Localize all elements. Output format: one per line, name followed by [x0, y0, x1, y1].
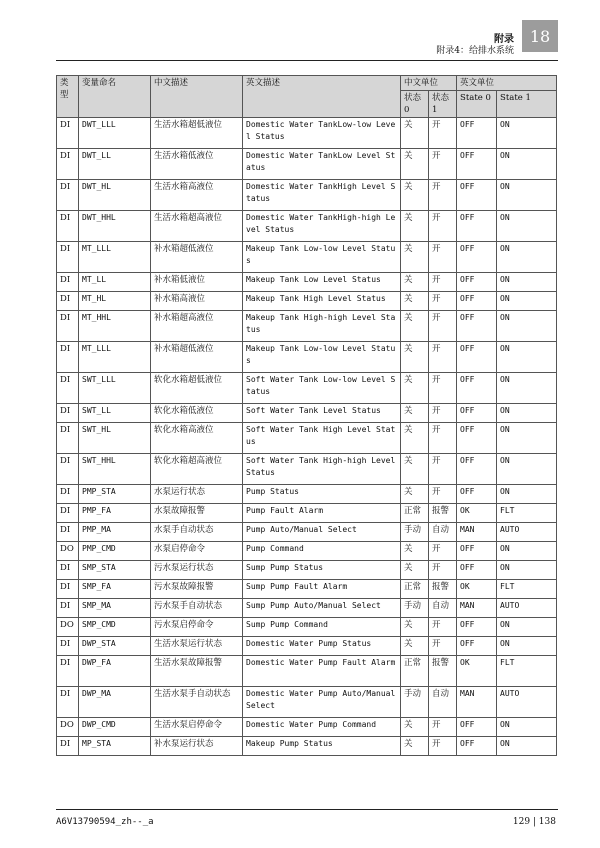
cell-english-description: Makeup Tank High-high Level Status — [243, 311, 401, 342]
cell-english-description: Sump Pump Command — [243, 618, 401, 637]
cell-type: DI — [57, 423, 79, 454]
table-row — [57, 404, 557, 423]
cell-english-description: Domestic Water TankHigh Level Status — [243, 180, 401, 211]
cell-cn-state1: 开 — [429, 273, 457, 292]
cell-english-description: Soft Water Tank Low-low Level Status — [243, 373, 401, 404]
cell-variable-name: MT_LL — [79, 273, 151, 292]
cell-type: DI — [57, 561, 79, 580]
cell-english-description: Domestic Water Pump Auto/Manual Select — [243, 687, 401, 718]
variable-table — [56, 75, 557, 756]
cell-variable-name: MT_LLL — [79, 342, 151, 373]
cell-en-state0: MAN — [457, 599, 497, 618]
table-row — [57, 504, 557, 523]
cell-en-state1: ON — [497, 618, 557, 637]
cell-type: DI — [57, 373, 79, 404]
cell-variable-name: DWT_HHL — [79, 211, 151, 242]
cell-cn-state0: 关 — [401, 149, 429, 180]
cell-cn-state1: 开 — [429, 618, 457, 637]
cell-en-state1: AUTO — [497, 523, 557, 542]
cell-chinese-description: 污水泵手自动状态 — [151, 599, 243, 618]
cell-en-state1: ON — [497, 373, 557, 404]
header-section-title: 附录 — [494, 34, 514, 45]
cell-en-state1: FLT — [497, 504, 557, 523]
cell-variable-name: SWT_HHL — [79, 454, 151, 485]
cell-variable-name: DWP_CMD — [79, 718, 151, 737]
cell-en-state1: ON — [497, 454, 557, 485]
page-number: 129 | 138 — [512, 817, 556, 827]
header-en-state1: State 1 — [497, 91, 557, 118]
table-row — [57, 342, 557, 373]
table-row — [57, 618, 557, 637]
table-row — [57, 718, 557, 737]
cell-en-state1: ON — [497, 485, 557, 504]
cell-en-state0: OFF — [457, 342, 497, 373]
cell-variable-name: SMP_MA — [79, 599, 151, 618]
table-row — [57, 687, 557, 718]
cell-english-description: Pump Command — [243, 542, 401, 561]
cell-cn-state0: 关 — [401, 292, 429, 311]
cell-en-state1: ON — [497, 292, 557, 311]
table-row — [57, 373, 557, 404]
cell-en-state1: ON — [497, 180, 557, 211]
cell-variable-name: MP_STA — [79, 737, 151, 756]
cell-cn-state0: 关 — [401, 342, 429, 373]
cell-english-description: Domestic Water Pump Fault Alarm — [243, 656, 401, 687]
cell-chinese-description: 补水箱低液位 — [151, 273, 243, 292]
cell-en-state1: ON — [497, 311, 557, 342]
header-chinese-description: 中文描述 — [151, 76, 243, 118]
cell-english-description: Sump Pump Status — [243, 561, 401, 580]
cell-en-state1: FLT — [497, 656, 557, 687]
cell-chinese-description: 生活水泵故障报警 — [151, 656, 243, 687]
cell-english-description: Pump Status — [243, 485, 401, 504]
footer-divider — [56, 809, 558, 810]
cell-en-state1: ON — [497, 637, 557, 656]
cell-type: DI — [57, 180, 79, 211]
table-row — [57, 211, 557, 242]
cell-cn-state1: 开 — [429, 737, 457, 756]
cell-variable-name: MT_HHL — [79, 311, 151, 342]
cell-type: DI — [57, 211, 79, 242]
cell-chinese-description: 生活水箱低液位 — [151, 149, 243, 180]
table-row — [57, 656, 557, 687]
cell-chinese-description: 软化水箱低液位 — [151, 404, 243, 423]
cell-chinese-description: 补水箱超高液位 — [151, 311, 243, 342]
cell-en-state1: ON — [497, 423, 557, 454]
cell-en-state1: ON — [497, 118, 557, 149]
cell-type: DI — [57, 687, 79, 718]
cell-type: DI — [57, 404, 79, 423]
cell-type: DI — [57, 149, 79, 180]
header-en-state0: State 0 — [457, 91, 497, 118]
cell-chinese-description: 软化水箱超高液位 — [151, 454, 243, 485]
cell-variable-name: DWT_HL — [79, 180, 151, 211]
cell-cn-state1: 开 — [429, 542, 457, 561]
cell-chinese-description: 补水箱超低液位 — [151, 342, 243, 373]
cell-en-state0: OFF — [457, 273, 497, 292]
cell-en-state0: OFF — [457, 637, 497, 656]
cell-chinese-description: 生活水箱超高液位 — [151, 211, 243, 242]
cell-cn-state1: 开 — [429, 342, 457, 373]
header-divider — [56, 60, 558, 61]
cell-chinese-description: 污水泵故障报警 — [151, 580, 243, 599]
cell-type: DI — [57, 637, 79, 656]
header-english-unit: 英文单位 — [457, 76, 557, 91]
cell-type: DI — [57, 292, 79, 311]
cell-chinese-description: 软化水箱超低液位 — [151, 373, 243, 404]
header-type: 类型 — [57, 76, 79, 118]
cell-en-state0: OFF — [457, 373, 497, 404]
cell-chinese-description: 生活水泵启停命令 — [151, 718, 243, 737]
cell-cn-state1: 开 — [429, 485, 457, 504]
cell-english-description: Domestic Water TankLow Level Status — [243, 149, 401, 180]
cell-cn-state1: 报警 — [429, 656, 457, 687]
cell-chinese-description: 生活水泵运行状态 — [151, 637, 243, 656]
cell-variable-name: DWP_FA — [79, 656, 151, 687]
cell-cn-state0: 手动 — [401, 599, 429, 618]
cell-cn-state0: 关 — [401, 242, 429, 273]
cell-variable-name: SMP_STA — [79, 561, 151, 580]
cell-cn-state0: 正常 — [401, 504, 429, 523]
cell-chinese-description: 生活水箱超低液位 — [151, 118, 243, 149]
table-row — [57, 542, 557, 561]
cell-cn-state1: 开 — [429, 637, 457, 656]
cell-chinese-description: 污水泵启停命令 — [151, 618, 243, 637]
cell-variable-name: SMP_CMD — [79, 618, 151, 637]
document-id: A6V13790594_zh--_a — [56, 817, 154, 827]
table-row — [57, 599, 557, 618]
table-row — [57, 637, 557, 656]
table-row — [57, 454, 557, 485]
cell-en-state1: ON — [497, 404, 557, 423]
cell-cn-state1: 开 — [429, 311, 457, 342]
cell-variable-name: PMP_MA — [79, 523, 151, 542]
cell-cn-state1: 开 — [429, 404, 457, 423]
cell-cn-state1: 报警 — [429, 504, 457, 523]
cell-en-state0: OFF — [457, 149, 497, 180]
cell-type: DO — [57, 718, 79, 737]
cell-chinese-description: 水泵运行状态 — [151, 485, 243, 504]
cell-english-description: Domestic Water Pump Status — [243, 637, 401, 656]
cell-en-state0: OFF — [457, 118, 497, 149]
cell-en-state0: OK — [457, 504, 497, 523]
cell-type: DI — [57, 599, 79, 618]
cell-cn-state1: 开 — [429, 149, 457, 180]
cell-chinese-description: 生活水箱高液位 — [151, 180, 243, 211]
cell-type: DI — [57, 242, 79, 273]
cell-chinese-description: 补水箱高液位 — [151, 292, 243, 311]
cell-en-state1: ON — [497, 718, 557, 737]
cell-cn-state1: 自动 — [429, 599, 457, 618]
cell-en-state0: OFF — [457, 485, 497, 504]
header-english-description: 英文描述 — [243, 76, 401, 118]
cell-cn-state1: 开 — [429, 292, 457, 311]
cell-cn-state1: 开 — [429, 718, 457, 737]
cell-cn-state1: 开 — [429, 423, 457, 454]
cell-chinese-description: 水泵故障报警 — [151, 504, 243, 523]
cell-english-description: Sump Pump Auto/Manual Select — [243, 599, 401, 618]
cell-english-description: Domestic Water TankLow-low Level Status — [243, 118, 401, 149]
cell-type: DI — [57, 311, 79, 342]
table-row — [57, 523, 557, 542]
header-chinese-unit: 中文单位 — [401, 76, 457, 91]
cell-cn-state0: 关 — [401, 637, 429, 656]
cell-en-state0: OFF — [457, 454, 497, 485]
cell-english-description: Domestic Water Pump Command — [243, 718, 401, 737]
cell-en-state1: AUTO — [497, 687, 557, 718]
cell-cn-state1: 开 — [429, 561, 457, 580]
cell-variable-name: SWT_LLL — [79, 373, 151, 404]
cell-english-description: Soft Water Tank Level Status — [243, 404, 401, 423]
cell-cn-state0: 手动 — [401, 523, 429, 542]
cell-chinese-description: 软化水箱高液位 — [151, 423, 243, 454]
cell-cn-state1: 开 — [429, 211, 457, 242]
cell-en-state1: ON — [497, 342, 557, 373]
cell-variable-name: PMP_CMD — [79, 542, 151, 561]
cell-en-state0: OFF — [457, 423, 497, 454]
cell-en-state1: FLT — [497, 580, 557, 599]
cell-english-description: Pump Fault Alarm — [243, 504, 401, 523]
table-row — [57, 485, 557, 504]
cell-cn-state0: 关 — [401, 454, 429, 485]
cell-chinese-description: 水泵启停命令 — [151, 542, 243, 561]
header-subtitle: 附录4：给排水系统 — [436, 46, 514, 56]
cell-cn-state0: 手动 — [401, 687, 429, 718]
cell-cn-state1: 自动 — [429, 687, 457, 718]
cell-en-state1: ON — [497, 242, 557, 273]
cell-english-description: Domestic Water TankHigh-high Level Status — [243, 211, 401, 242]
table-row — [57, 242, 557, 273]
cell-type: DO — [57, 542, 79, 561]
cell-type: DI — [57, 342, 79, 373]
table-row — [57, 580, 557, 599]
cell-en-state1: ON — [497, 273, 557, 292]
cell-chinese-description: 污水泵运行状态 — [151, 561, 243, 580]
cell-en-state0: OFF — [457, 242, 497, 273]
cell-en-state1: ON — [497, 211, 557, 242]
cell-english-description: Makeup Pump Status — [243, 737, 401, 756]
cell-variable-name: MT_HL — [79, 292, 151, 311]
table-row — [57, 149, 557, 180]
cell-en-state1: ON — [497, 149, 557, 180]
cell-en-state0: OFF — [457, 542, 497, 561]
cell-en-state0: OFF — [457, 618, 497, 637]
cell-type: DI — [57, 737, 79, 756]
cell-variable-name: DWP_STA — [79, 637, 151, 656]
cell-english-description: Pump Auto/Manual Select — [243, 523, 401, 542]
cell-en-state1: ON — [497, 542, 557, 561]
cell-en-state1: ON — [497, 737, 557, 756]
header-variable-name: 变量命名 — [79, 76, 151, 118]
cell-variable-name: SMP_FA — [79, 580, 151, 599]
cell-cn-state0: 关 — [401, 561, 429, 580]
cell-cn-state1: 开 — [429, 242, 457, 273]
cell-en-state0: OFF — [457, 404, 497, 423]
cell-cn-state0: 关 — [401, 737, 429, 756]
cell-variable-name: DWT_LL — [79, 149, 151, 180]
cell-cn-state1: 开 — [429, 118, 457, 149]
cell-cn-state0: 关 — [401, 485, 429, 504]
cell-type: DI — [57, 656, 79, 687]
table-row — [57, 311, 557, 342]
cell-type: DI — [57, 523, 79, 542]
cell-variable-name: DWP_MA — [79, 687, 151, 718]
cell-type: DO — [57, 618, 79, 637]
cell-english-description: Soft Water Tank High Level Status — [243, 423, 401, 454]
cell-type: DI — [57, 118, 79, 149]
cell-cn-state0: 正常 — [401, 656, 429, 687]
cell-en-state0: OFF — [457, 311, 497, 342]
cell-cn-state0: 关 — [401, 273, 429, 292]
table-row — [57, 423, 557, 454]
cell-variable-name: DWT_LLL — [79, 118, 151, 149]
cell-english-description: Soft Water Tank High-high Level Status — [243, 454, 401, 485]
cell-cn-state0: 关 — [401, 180, 429, 211]
cell-english-description: Sump Pump Fault Alarm — [243, 580, 401, 599]
cell-variable-name: SWT_HL — [79, 423, 151, 454]
cell-cn-state0: 关 — [401, 618, 429, 637]
table-row — [57, 737, 557, 756]
cell-en-state0: OFF — [457, 737, 497, 756]
header-cn-state1: 状态1 — [429, 91, 457, 118]
cell-cn-state0: 关 — [401, 718, 429, 737]
cell-chinese-description: 补水箱超低液位 — [151, 242, 243, 273]
cell-variable-name: PMP_FA — [79, 504, 151, 523]
cell-en-state0: MAN — [457, 687, 497, 718]
cell-cn-state0: 关 — [401, 311, 429, 342]
cell-chinese-description: 生活水泵手自动状态 — [151, 687, 243, 718]
cell-cn-state0: 关 — [401, 373, 429, 404]
cell-en-state0: MAN — [457, 523, 497, 542]
cell-english-description: Makeup Tank Low-low Level Status — [243, 242, 401, 273]
cell-variable-name: MT_LLL — [79, 242, 151, 273]
cell-en-state0: OFF — [457, 718, 497, 737]
cell-en-state0: OFF — [457, 180, 497, 211]
cell-chinese-description: 水泵手自动状态 — [151, 523, 243, 542]
cell-en-state0: OK — [457, 656, 497, 687]
cell-cn-state1: 自动 — [429, 523, 457, 542]
cell-type: DI — [57, 580, 79, 599]
cell-en-state0: OFF — [457, 211, 497, 242]
table-row — [57, 292, 557, 311]
table-row — [57, 273, 557, 292]
cell-cn-state1: 开 — [429, 454, 457, 485]
cell-cn-state1: 开 — [429, 180, 457, 211]
cell-type: DI — [57, 485, 79, 504]
cell-cn-state0: 关 — [401, 404, 429, 423]
table-row — [57, 118, 557, 149]
cell-type: DI — [57, 273, 79, 292]
cell-cn-state0: 关 — [401, 423, 429, 454]
cell-cn-state0: 关 — [401, 211, 429, 242]
cell-en-state1: AUTO — [497, 599, 557, 618]
cell-type: DI — [57, 454, 79, 485]
cell-en-state0: OFF — [457, 561, 497, 580]
cell-en-state0: OFF — [457, 292, 497, 311]
cell-en-state0: OK — [457, 580, 497, 599]
table-row — [57, 561, 557, 580]
cell-cn-state0: 正常 — [401, 580, 429, 599]
cell-cn-state0: 关 — [401, 542, 429, 561]
cell-chinese-description: 补水泵运行状态 — [151, 737, 243, 756]
cell-cn-state1: 报警 — [429, 580, 457, 599]
cell-variable-name: PMP_STA — [79, 485, 151, 504]
cell-variable-name: SWT_LL — [79, 404, 151, 423]
cell-cn-state1: 开 — [429, 373, 457, 404]
chapter-number-badge: 18 — [522, 20, 558, 52]
cell-english-description: Makeup Tank Low-low Level Status — [243, 342, 401, 373]
header-cn-state0: 状态0 — [401, 91, 429, 118]
cell-type: DI — [57, 504, 79, 523]
cell-english-description: Makeup Tank High Level Status — [243, 292, 401, 311]
cell-english-description: Makeup Tank Low Level Status — [243, 273, 401, 292]
cell-cn-state0: 关 — [401, 118, 429, 149]
cell-en-state1: ON — [497, 561, 557, 580]
table-row — [57, 180, 557, 211]
